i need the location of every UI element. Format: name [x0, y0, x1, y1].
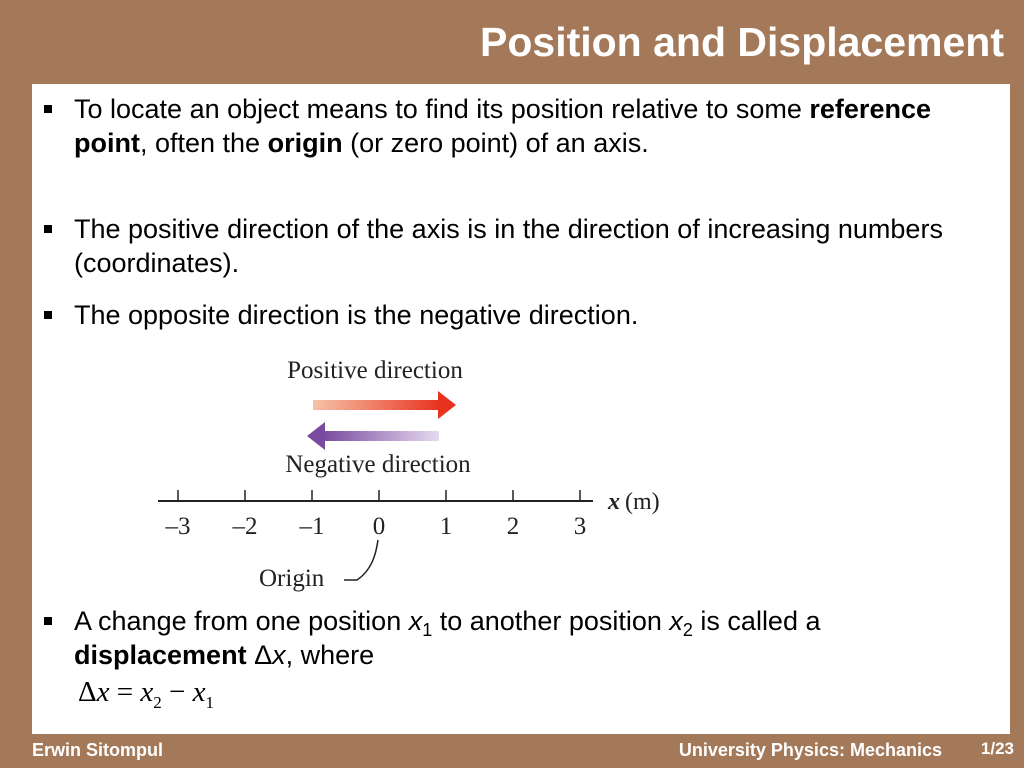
displacement-formula	[78, 676, 214, 712]
formula-delta: Δ	[78, 676, 97, 708]
formula-x2: x	[140, 676, 154, 708]
text-segment: A change from one position	[74, 606, 409, 636]
axis-tick-label: –1	[299, 513, 325, 540]
bullet-text: The opposite direction is the negative direction.	[74, 300, 639, 330]
formula-x: x	[96, 676, 110, 708]
bullet-marker	[44, 617, 52, 625]
slide-content	[32, 84, 1010, 734]
bullet-text	[74, 604, 994, 672]
var-x: x	[408, 606, 423, 636]
bullet-marker	[44, 311, 52, 319]
bullet-text	[74, 92, 994, 160]
negative-direction-label: Negative direction	[285, 451, 471, 478]
text-segment: , often the	[139, 128, 268, 158]
text-segment: is called a	[692, 606, 821, 636]
bullet-displacement	[44, 604, 994, 672]
bullet-reference-point	[44, 92, 994, 160]
formula-minus: −	[161, 676, 193, 708]
negative-arrow	[307, 422, 439, 450]
axis-tick-label: –2	[232, 513, 258, 540]
formula-x1: x	[192, 676, 206, 708]
origin-label: Origin	[259, 565, 325, 592]
slide-title: Position and Displacement	[480, 19, 1004, 65]
footer-course: University Physics: Mechanics	[678, 740, 942, 760]
bullet-negative-direction	[44, 298, 994, 332]
text-segment: to another position	[432, 606, 670, 636]
bullet-text: The positive direction of the axis is in the direction of increasing numbers (coordinates).	[74, 214, 943, 278]
formula-sub-2: 2	[153, 693, 162, 712]
page-number: 1/23	[980, 739, 1014, 758]
axis-tick-label: 1	[439, 513, 453, 540]
axis-tick-label: 2	[506, 513, 520, 540]
footer-author: Erwin Sitompul	[32, 740, 164, 760]
text-segment: (or zero point) of an axis.	[342, 128, 649, 158]
subscript-1: 1	[422, 620, 433, 640]
text-segment: To locate an object means to find its position relative to some	[74, 94, 810, 124]
axis-tick-label: 0	[372, 513, 386, 540]
term-displacement: displacement	[74, 640, 247, 670]
formula-equals: =	[109, 676, 141, 708]
var-x: x	[669, 606, 683, 636]
axis-tick-label: –3	[165, 513, 191, 540]
axis-unit: (m)	[625, 489, 660, 515]
term-reference-point: reference point	[74, 94, 931, 158]
bullet-marker	[44, 105, 52, 113]
axis-ticks	[165, 490, 587, 540]
bullet-positive-direction	[44, 212, 994, 280]
bullet-marker	[44, 225, 52, 233]
delta-symbol: Δ	[246, 640, 273, 670]
axis-tick-label: 3	[573, 513, 587, 540]
axis-variable: x	[608, 489, 620, 515]
formula-sub-1: 1	[205, 693, 214, 712]
var-x: x	[272, 640, 286, 670]
subscript-2: 2	[682, 620, 693, 640]
positive-arrow	[313, 391, 456, 419]
positive-direction-label: Positive direction	[287, 357, 463, 384]
text-segment: , where	[285, 640, 375, 670]
origin-pointer-line	[344, 540, 378, 580]
term-origin: origin	[267, 128, 343, 158]
